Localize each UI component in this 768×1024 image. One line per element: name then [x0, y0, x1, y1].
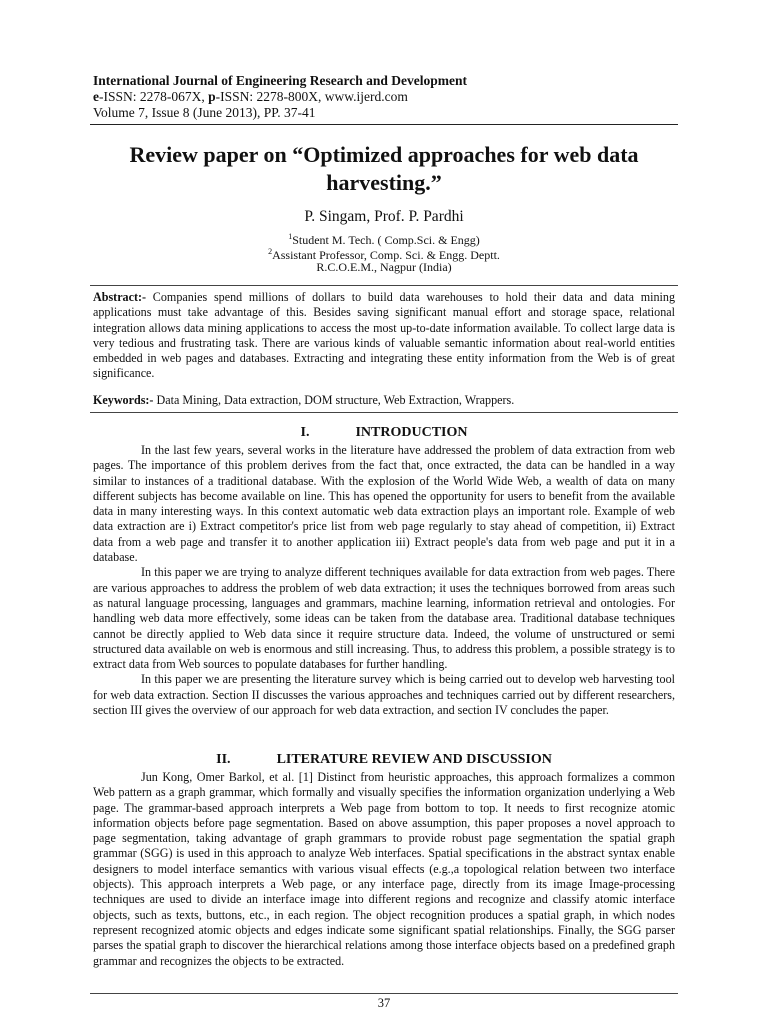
keywords-label: Keywords:- [93, 393, 154, 407]
introduction-body [93, 443, 675, 718]
paragraph: In this paper we are trying to analyze different techniques available for data extraction from web pages. There are various approaches to address the problem of web data extraction; it uses the techniques borrowed from areas such as natural language processing, languages and grammars, machine learning, information retrieval and ontologies. For handling web data more effectively, some ideas can be taken from the database area. Traditional database techniques cannot be directly applied to Web data since it require structure data. Indeed, the volume of unstructured or semi structured data available on web is enormous and still increasing. Thus, to address this problem, a possible strategy is to extract data from Web sources to populate databases for further handling. [93, 565, 675, 672]
issn-p-prefix: p [208, 89, 216, 104]
keywords-text: Data Mining, Data extraction, DOM structure, Web Extraction, Wrappers. [153, 393, 515, 407]
header-divider [90, 124, 678, 125]
paragraph: In the last few years, several works in the literature have addressed the problem of data extraction from web pages. The importance of this problem derives from the fact that, once extracted, the data can be handled in a way similar to instances of a traditional database. With the explosion of the World Wide Web, a wealth of data on many different subjects has become available on line. This has opened the opportunity for users to benefit from the available data in many interesting ways. In this context automatic web data extraction plays an important role. Example of web data extraction are i) Extract competitor's price list from web page regularly to stay ahead of competition, ii) Extract data from a web page and transfer it to another application iii) Extract people's data from web page and put it in a database. [93, 443, 675, 565]
section-heading-literature-review [93, 752, 675, 768]
abstract-label: Abstract:- [93, 290, 147, 304]
paper-title [90, 141, 678, 197]
journal-name: International Journal of Engineering Research and Development [93, 73, 467, 88]
section-heading-introduction [93, 425, 675, 441]
journal-header [93, 73, 693, 121]
abstract-top-divider [90, 285, 678, 286]
keywords-bottom-divider [90, 412, 678, 413]
literature-review-body [93, 770, 675, 969]
title-line-2: harvesting.” [326, 170, 442, 195]
abstract [93, 290, 675, 382]
journal-volume: Volume 7, Issue 8 (June 2013), PP. 37-41 [93, 105, 316, 120]
issn-e-prefix: e [93, 89, 99, 104]
affiliation-2-text: Assistant Professor, Comp. Sci. & Engg. Deptt. [272, 248, 500, 262]
keywords [93, 393, 675, 408]
affiliation-1-text: Student M. Tech. ( Comp.Sci. & Engg) [292, 233, 480, 247]
section-title: LITERATURE REVIEW AND DISCUSSION [276, 752, 552, 767]
paragraph: Jun Kong, Omer Barkol, et al. [1] Distinct from heuristic approaches, this approach formalizes a common Web pattern as a graph grammar, which formally and visually specifies the information organization underlying a Web page. The grammar-based approach interprets a Web page from bottom to top. It needs to first recognize atomic information objects before page segmentation. Based on above assumption, this paper proposes a novel approach to page segmentation, taking advantage of graph grammars to provide robust page segmentation the spatial graph grammar (SGG) is used in this approach to analyze Web interfaces. Spatial specifications in the abstract syntax enable designers to model interface semantics with various visual effects (e.g.,a topological relation between two interface objects). This approach interprets a Web page, or any interface page, directly from its image Image-processing techniques are used to divide an interface image into different regions and recognize and classify atomic interface objects, such as texts, buttons, etc., in each region. The object recognition produces a spatial graph, in which nodes represent recognized atomic objects and edges indicate some significant spatial relationships. Finally, the SGG parser parses the spatial graph to discover the hierarchical relations among those interface objects based on a predefined graph grammar and recognizes the objects to be extracted. [93, 770, 675, 968]
issn-e: -ISSN: 2278-067X, [99, 89, 209, 104]
section-number: I. [300, 425, 310, 440]
affiliation-1-marker: 1 [288, 232, 293, 241]
section-number: II. [216, 752, 231, 767]
abstract-text: Companies spend millions of dollars to build data warehouses to hold their data and data mining applications must take advantage of this. Besides saving significant manual effort and storage space, relational integration allows data mining applications to access the most up-to-date information available. To collect large data is very tedious and frustrating task. There are various kinds of valuable semantic information about real-world entities embedded in web pages and databases. Extracting and integrating these entity information from the Web is of great significance. [93, 290, 675, 381]
title-line-1: Review paper on “Optimized approaches for web data [129, 142, 639, 167]
paragraph: In this paper we are presenting the literature survey which is being carried out to develop web harvesting tool for web data extraction. Section II discusses the various approaches and techniques carried out by different researchers, section III gives the overview of our approach for web data extraction, and section IV concludes the paper. [93, 672, 675, 718]
journal-issn [93, 89, 693, 105]
page-number: 37 [377, 996, 391, 1010]
affiliation-2-marker: 2 [268, 247, 273, 256]
issn-p: -ISSN: 2278-800X, www.ijerd.com [215, 89, 408, 104]
affiliation-3: R.C.O.E.M., Nagpur (India) [316, 260, 452, 274]
section-title: INTRODUCTION [355, 425, 468, 440]
paper-authors: P. Singam, Prof. P. Pardhi [304, 208, 464, 225]
footer-divider [90, 993, 678, 994]
